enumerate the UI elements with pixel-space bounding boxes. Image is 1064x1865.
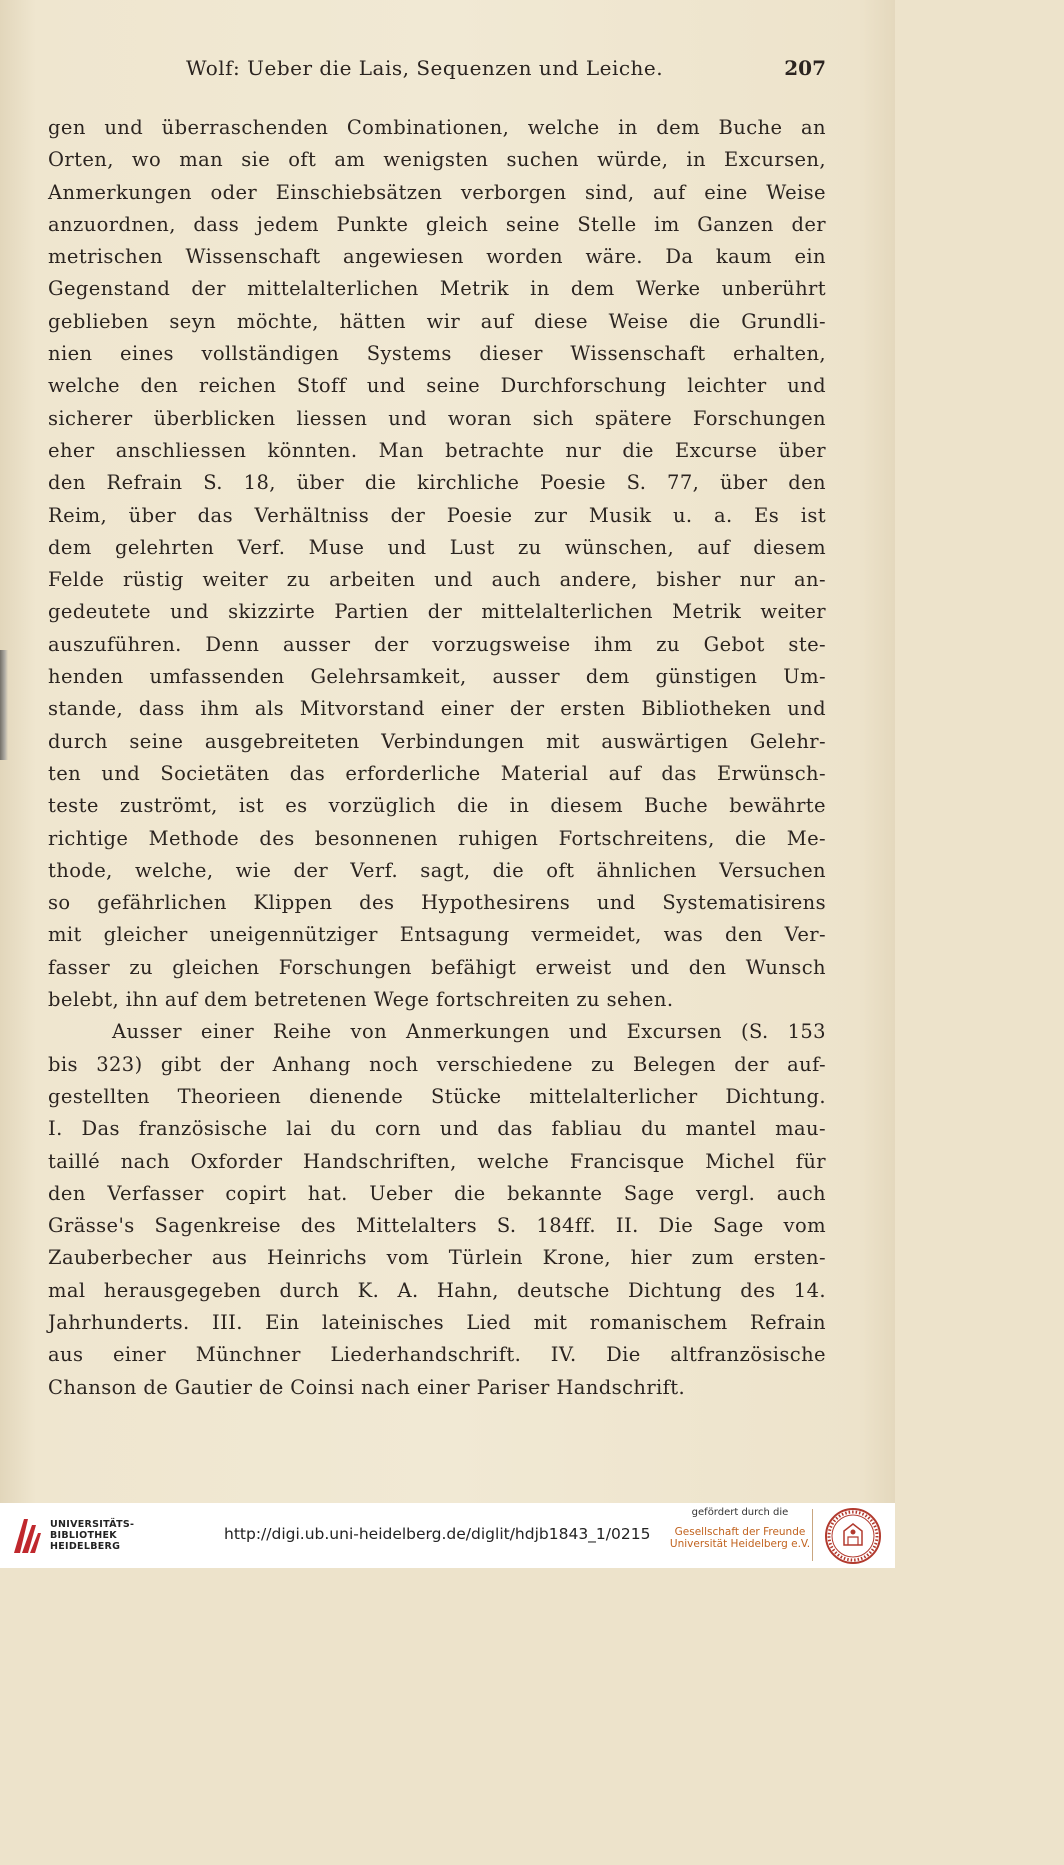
text-line: Felde rüstig weiter zu arbeiten und auch andere, bisher nur an- <box>48 568 826 592</box>
page-number: 207 <box>784 56 826 80</box>
text-line: gen und überraschenden Combinationen, welche in dem Buche an <box>48 116 826 139</box>
body-text <box>48 112 826 1404</box>
text-line: welche den reichen Stoff und seine Durchforschung leichter und <box>48 374 826 398</box>
text-line: dem gelehrten Verf. Muse und Lust zu wünschen, auf diesem <box>48 535 826 559</box>
text-line: auszuführen. Denn ausser der vorzugsweise ihm zu Gebot ste- <box>48 632 826 656</box>
text-line: durch seine ausgebreiteten Verbindungen mit auswärtigen Gelehr- <box>48 729 826 753</box>
footer-bar <box>0 1503 895 1568</box>
university-seal-icon <box>824 1507 882 1565</box>
sponsor-label: gefördert durch die <box>691 1507 789 1518</box>
text-line: Grässe's Sagenkreise des Mittelalters S. 184ff. II. Die Sage vom <box>48 1214 826 1238</box>
text-line: aus einer Münchner Liederhandschrift. IV. Die altfranzösische <box>48 1343 826 1367</box>
text-line: fasser zu gleichen Forschungen befähigt erweist und den Wunsch <box>48 955 826 979</box>
text-line: Zauberbecher aus Heinrichs vom Türlein Krone, hier zum ersten- <box>48 1246 826 1270</box>
library-name-line: UNIVERSITÄTS- <box>50 1519 135 1530</box>
text-line: ten und Societäten das erforderliche Material auf das Erwünsch- <box>48 761 826 785</box>
ub-heidelberg-logo-icon <box>10 1515 42 1555</box>
text-line: richtige Methode des besonnenen ruhigen Fortschreitens, die Me- <box>48 826 826 850</box>
text-line: mal herausgegeben durch K. A. Hahn, deutsche Dichtung des 14. <box>48 1278 826 1302</box>
library-name <box>50 1519 134 1552</box>
text-line: Chanson de Gautier de Coinsi nach einer Pariser Handschrift. <box>48 1375 686 1399</box>
text-line: geblieben seyn möchte, hätten wir auf diese Weise die Grundli- <box>48 309 826 333</box>
sponsor-org <box>666 1526 814 1550</box>
text-line: gestellten Theorieen dienende Stücke mittelalterlicher Dichtung. <box>48 1084 826 1108</box>
text-line: henden umfassenden Gelehrsamkeit, ausser dem günstigen Um- <box>48 665 826 689</box>
text-line: den Verfasser copirt hat. Ueber die bekannte Sage vergl. auch <box>48 1181 826 1205</box>
text-line: sicherer überblicken liessen und woran sich spätere Forschungen <box>48 406 826 430</box>
text-line: Reim, über das Verhältniss der Poesie zur Musik u. a. Es ist <box>48 503 826 527</box>
text-line: teste zuströmt, ist es vorzüglich die in diesem Buche bewährte <box>48 794 826 818</box>
running-header <box>186 56 826 86</box>
text-line: anzuordnen, dass jedem Punkte gleich seine Stelle im Ganzen der <box>48 212 826 236</box>
text-line: mit gleicher uneigennütziger Entsagung vermeidet, was den Ver- <box>48 923 826 947</box>
text-line: Ausser einer Reihe von Anmerkungen und Excursen (S. 153 <box>112 1020 826 1044</box>
text-line: so gefährlichen Klippen des Hypothesirens und Systematisirens <box>48 891 826 915</box>
text-line: belebt, ihn auf dem betretenen Wege fortschreiten zu sehen. <box>48 988 674 1012</box>
text-line: Orten, wo man sie oft am wenigsten suchen würde, in Excursen, <box>48 148 826 172</box>
text-line: taillé nach Oxforder Handschriften, welche Francisque Michel für <box>48 1149 826 1173</box>
library-name-line: HEIDELBERG <box>50 1541 121 1552</box>
text-line: Gegenstand der mittelalterlichen Metrik in dem Werke unberührt <box>48 277 826 301</box>
running-header-title: Wolf: Ueber die Lais, Sequenzen und Leiche. <box>186 56 664 80</box>
text-line: bis 323) gibt der Anhang noch verschiedene zu Belegen der auf- <box>48 1052 826 1076</box>
text-line: metrischen Wissenschaft angewiesen worden wäre. Da kaum ein <box>48 245 826 269</box>
binding-edge <box>0 650 8 760</box>
text-line: I. Das französische lai du corn und das fabliau du mantel mau- <box>48 1117 826 1141</box>
permalink-url[interactable]: http://digi.ub.uni-heidelberg.de/diglit/hdjb1843_1/0215 <box>224 1525 651 1543</box>
text-line: thode, welche, wie der Verf. sagt, die oft ähnlichen Versuchen <box>48 858 826 882</box>
text-line: nien eines vollständigen Systems dieser Wissenschaft erhalten, <box>48 342 826 366</box>
text-line: Jahrhunderts. III. Ein lateinisches Lied mit romanischem Refrain <box>48 1310 826 1334</box>
library-name-line: BIBLIOTHEK <box>50 1530 117 1541</box>
sponsor-org-line: Universität Heidelberg e.V. <box>669 1538 811 1550</box>
text-line: gedeutete und skizzirte Partien der mittelalterlichen Metrik weiter <box>48 600 826 624</box>
text-line: stande, dass ihm als Mitvorstand einer der ersten Bibliotheken und <box>48 697 826 721</box>
sponsor-org-line: Gesellschaft der Freunde <box>674 1526 806 1538</box>
sponsor-block <box>666 1507 814 1550</box>
footer-divider <box>812 1509 813 1561</box>
text-line: Anmerkungen oder Einschiebsätzen verborgen sind, auf eine Weise <box>48 180 826 204</box>
text-line: den Refrain S. 18, über die kirchliche Poesie S. 77, über den <box>48 471 826 495</box>
text-line: eher anschliessen könnten. Man betrachte nur die Excurse über <box>48 438 826 462</box>
